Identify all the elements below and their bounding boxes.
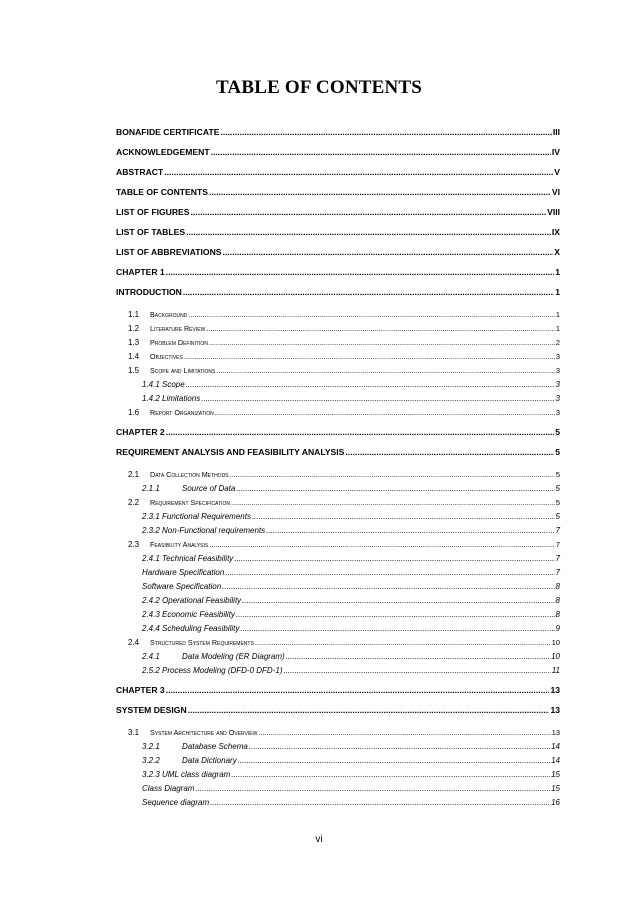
toc-entry xyxy=(142,392,560,405)
dot-leader xyxy=(191,206,547,219)
toc-entry-title xyxy=(142,650,285,663)
toc-entry xyxy=(116,246,560,259)
toc-entry-label: Report Organization xyxy=(150,408,214,417)
toc-entry-title xyxy=(142,664,282,677)
dot-leader xyxy=(183,286,554,299)
toc-entry xyxy=(116,286,560,299)
toc-entry-page: 15 xyxy=(551,784,560,793)
toc-entry-page: 5 xyxy=(555,470,560,479)
toc-entry-label: 2.4.2 Operational Feasibility xyxy=(142,596,242,605)
toc-entry-label: LIST OF FIGURES xyxy=(116,207,190,217)
toc-entry-label: Objectives xyxy=(150,352,183,361)
toc-entry-page: 1 xyxy=(555,310,560,319)
toc-entry-label: 1.4.2 Limitations xyxy=(142,394,201,403)
toc-entry xyxy=(116,186,560,199)
dot-leader xyxy=(166,266,555,279)
toc-entry-page: IV xyxy=(551,147,560,157)
toc-entry xyxy=(116,426,560,439)
dot-leader xyxy=(283,664,550,677)
dot-leader xyxy=(286,650,550,663)
toc-entry-page: 10 xyxy=(551,638,560,647)
toc-entry-page: 5 xyxy=(555,447,560,457)
toc-entry xyxy=(142,608,560,621)
dot-leader xyxy=(166,684,550,697)
toc-entry-number: 2.1.1 xyxy=(142,484,160,493)
dot-leader xyxy=(164,166,553,179)
toc-entry-page: 5 xyxy=(555,512,560,521)
toc-entry xyxy=(142,580,560,593)
toc-entry-label: 2.3.1 Functional Requirements xyxy=(142,512,251,521)
toc-entry-title xyxy=(142,796,209,809)
toc-entry-title xyxy=(128,308,187,321)
toc-entry-page: 5 xyxy=(555,427,560,437)
toc-entry-number: 2.4.1 xyxy=(142,652,160,661)
toc-entry-title xyxy=(142,594,241,607)
toc-entry-page: 7 xyxy=(555,554,560,563)
toc-entry-title xyxy=(142,768,230,781)
toc-entry-label: CHAPTER 1 xyxy=(116,267,165,277)
toc-entry xyxy=(128,364,560,377)
toc-entry-number: 1.5 xyxy=(128,366,140,375)
toc-entry-page: 5 xyxy=(555,484,560,493)
toc-entry-label: TABLE OF CONTENTS xyxy=(116,187,208,197)
toc-entry-page: 13 xyxy=(551,728,560,737)
dot-leader xyxy=(238,754,550,767)
toc-entry-title xyxy=(128,636,254,649)
toc-entry-label: Class Diagram xyxy=(142,784,195,793)
dot-leader xyxy=(223,246,554,259)
toc-entry-label: 1.4.1 Scope xyxy=(142,380,185,389)
dot-leader xyxy=(195,782,550,795)
toc-entry xyxy=(142,650,560,663)
toc-entry xyxy=(128,350,560,363)
toc-entry-label: 2.5.2 Process Modeling (DFD-0 DFD-1) xyxy=(142,666,283,675)
toc-entry xyxy=(142,510,560,523)
toc-entry-page: X xyxy=(554,247,560,257)
toc-entry-page: 8 xyxy=(555,610,560,619)
dot-leader xyxy=(210,796,550,809)
toc-entry xyxy=(116,704,560,717)
toc-entry-page: 2 xyxy=(555,338,560,347)
dot-leader xyxy=(209,186,551,199)
toc-entry-title xyxy=(116,266,165,279)
toc-entry-title xyxy=(142,510,251,523)
toc-entry-title xyxy=(142,524,265,537)
toc-entry-label: ABSTRACT xyxy=(116,167,164,177)
toc-entry-title xyxy=(116,166,163,179)
toc-entry-number: 2.2 xyxy=(128,498,140,507)
toc-entry-title xyxy=(142,378,185,391)
toc-entry-label: Structured System Requirements xyxy=(150,638,254,647)
toc-entry-page: 3 xyxy=(555,380,560,389)
toc-entry-number: 1.4 xyxy=(128,352,140,361)
toc-entry-title xyxy=(142,392,200,405)
toc-entry-label: Database Schema xyxy=(182,742,248,751)
toc-entry xyxy=(142,740,560,753)
toc-entry xyxy=(116,684,560,697)
dot-leader xyxy=(216,364,554,377)
toc-entry-label: Background xyxy=(150,310,188,319)
toc-entry-label: CHAPTER 2 xyxy=(116,427,165,437)
toc-entry-number: 3.2.2 xyxy=(142,756,160,765)
toc-entry xyxy=(128,496,560,509)
toc-entry xyxy=(116,146,560,159)
toc-entry-title xyxy=(116,246,222,259)
dot-leader xyxy=(225,566,554,579)
toc-entry-label: INTRODUCTION xyxy=(116,287,182,297)
toc-entry xyxy=(116,126,560,139)
toc-entry-label: Data Dictionary xyxy=(182,756,237,765)
toc-entry xyxy=(116,446,560,459)
toc-entry-number: 1.3 xyxy=(128,338,140,347)
toc-entry-label: LIST OF ABBREVIATIONS xyxy=(116,247,222,257)
toc-entry-label: Feasibility Analysis xyxy=(150,540,209,549)
toc-entry-label: Hardware Specification xyxy=(142,568,225,577)
toc-entry xyxy=(128,336,560,349)
toc-entry-title xyxy=(116,286,182,299)
toc-entry-page: 3 xyxy=(555,408,560,417)
toc-entry-number: 1.6 xyxy=(128,408,140,417)
toc-entry-label: LIST OF TABLES xyxy=(116,227,186,237)
toc-entry-label: 3.2.3 UML class diagram xyxy=(142,770,231,779)
dot-leader xyxy=(206,322,555,335)
toc-entry xyxy=(116,226,560,239)
toc-entry-page: 10 xyxy=(551,652,560,661)
dot-leader xyxy=(345,446,554,459)
toc-entry-page: 7 xyxy=(555,526,560,535)
dot-leader xyxy=(188,704,550,717)
toc-entry-label: 2.3.2 Non-Functional requirements xyxy=(142,526,266,535)
toc-entry-label: Software Specification xyxy=(142,582,222,591)
dot-leader xyxy=(236,482,554,495)
toc-entry-title xyxy=(128,336,208,349)
toc-entry-label: 2.4.3 Economic Feasibility xyxy=(142,610,235,619)
toc-entry-page: 1 xyxy=(555,324,560,333)
dot-leader xyxy=(231,768,550,781)
toc-entry xyxy=(142,664,560,677)
toc-entry-page: 9 xyxy=(555,624,560,633)
dot-leader xyxy=(201,392,554,405)
toc-entry xyxy=(142,782,560,795)
toc-entry-number: 1.1 xyxy=(128,310,140,319)
dot-leader xyxy=(184,350,555,363)
toc-entry-label: ACKNOWLEDGEMENT xyxy=(116,147,210,157)
toc-entry-page: 3 xyxy=(555,352,560,361)
dot-leader xyxy=(186,378,555,391)
toc-entry-title xyxy=(116,206,190,219)
toc-entry-page: VIII xyxy=(547,207,560,217)
toc-entry xyxy=(142,754,560,767)
toc-entry-title xyxy=(128,726,257,739)
toc-entry xyxy=(128,726,560,739)
toc-entry-title xyxy=(128,406,214,419)
toc-entry-title xyxy=(128,322,205,335)
dot-leader xyxy=(266,524,554,537)
dot-leader xyxy=(209,336,555,349)
toc-entry-number: 3.2.1 xyxy=(142,742,160,751)
toc-entry-title xyxy=(142,608,235,621)
toc-entry-page: V xyxy=(554,167,560,177)
toc-entry xyxy=(142,566,560,579)
dot-leader xyxy=(252,510,555,523)
toc-entry-page: IX xyxy=(551,227,560,237)
toc-entry-page: 1 xyxy=(555,287,560,297)
toc-entry-title xyxy=(116,704,187,717)
toc-entry-page: 7 xyxy=(555,540,560,549)
toc-entry-title xyxy=(142,580,221,593)
toc-entry-title xyxy=(116,226,185,239)
toc-entry xyxy=(142,482,560,495)
toc-entry-number: 2.3 xyxy=(128,540,140,549)
toc-entry-title xyxy=(116,684,165,697)
toc-entry-label: BONAFIDE CERTIFICATE xyxy=(116,127,220,137)
toc-entry-label: Source of Data xyxy=(182,484,236,493)
toc-entry xyxy=(142,594,560,607)
toc-entry xyxy=(142,622,560,635)
toc-entry-label: Data Modeling (ER Diagram) xyxy=(182,652,285,661)
toc-entry xyxy=(116,266,560,279)
toc-entry-number: 1.2 xyxy=(128,324,140,333)
toc-entry-title xyxy=(128,468,229,481)
toc-entry-title xyxy=(116,186,208,199)
toc-entry-title xyxy=(142,552,233,565)
toc-entry-page: III xyxy=(552,127,560,137)
toc-entry-label: Requirement Specification xyxy=(150,498,230,507)
toc-entry-label: CHAPTER 3 xyxy=(116,685,165,695)
toc-entry xyxy=(128,308,560,321)
dot-leader xyxy=(166,426,555,439)
toc-entry-title xyxy=(142,566,224,579)
toc-entry-page: 8 xyxy=(555,582,560,591)
toc-entry-number: 2.1 xyxy=(128,470,140,479)
toc-entry-title xyxy=(128,496,230,509)
toc-entry xyxy=(128,636,560,649)
dot-leader xyxy=(188,308,555,321)
toc-entry-page: 5 xyxy=(555,498,560,507)
page-title: TABLE OF CONTENTS xyxy=(215,77,423,98)
dot-leader xyxy=(209,538,555,551)
dot-leader xyxy=(211,146,551,159)
toc-entry xyxy=(116,206,560,219)
toc-entry xyxy=(142,552,560,565)
toc-entry-page: 15 xyxy=(551,770,560,779)
toc-entry-page: 13 xyxy=(550,685,560,695)
toc-entry xyxy=(116,166,560,179)
toc-entry-label: 2.4.4 Scheduling Feasibility xyxy=(142,624,240,633)
toc-entry-page: 14 xyxy=(551,742,560,751)
toc-entry-title xyxy=(128,364,215,377)
toc-entry xyxy=(142,378,560,391)
toc-entry-number: 2.4 xyxy=(128,638,140,647)
toc-entry-title xyxy=(128,538,208,551)
toc-entry-page: 13 xyxy=(550,705,560,715)
toc-entry-title xyxy=(142,782,194,795)
toc-entry-label: Sequence diagram xyxy=(142,798,210,807)
dot-leader xyxy=(230,468,555,481)
toc-entry-label: Scope and Limitations xyxy=(150,366,216,375)
toc-entry-title xyxy=(116,146,210,159)
dot-leader xyxy=(242,594,554,607)
toc-entry-label: Problem Definition xyxy=(150,338,208,347)
toc-entry-label: Literature Review xyxy=(150,324,206,333)
toc-entry-page: 11 xyxy=(551,666,560,675)
toc-entry-page: 1 xyxy=(555,267,560,277)
toc-entry-page: 7 xyxy=(555,568,560,577)
toc-entry-label: System Architecture and Overview xyxy=(150,728,258,737)
dot-leader xyxy=(249,740,550,753)
toc-entry-page: 3 xyxy=(555,366,560,375)
toc-entry-title xyxy=(116,426,165,439)
toc-entry-title xyxy=(116,126,219,139)
dot-leader xyxy=(222,580,554,593)
toc-entry-title xyxy=(116,446,344,459)
dot-leader xyxy=(231,496,555,509)
dot-leader xyxy=(220,126,551,139)
toc-entry-title xyxy=(142,482,235,495)
dot-leader xyxy=(215,406,555,419)
toc-entry-title xyxy=(142,740,248,753)
page-number: vi xyxy=(315,834,323,845)
toc-entry xyxy=(142,796,560,809)
toc-entry-label: 2.4.1 Technical Feasibility xyxy=(142,554,234,563)
toc-entry xyxy=(128,538,560,551)
toc-entry xyxy=(128,406,560,419)
toc-entry-page: 14 xyxy=(551,756,560,765)
toc-entry-title xyxy=(128,350,183,363)
toc-entry xyxy=(142,768,560,781)
toc-entry xyxy=(128,468,560,481)
toc-entry-page: 8 xyxy=(555,596,560,605)
toc-entry-label: Data Collection Methods xyxy=(150,470,229,479)
toc-entry xyxy=(142,524,560,537)
toc-entry-number: 3.1 xyxy=(128,728,140,737)
dot-leader xyxy=(258,726,550,739)
toc-entry-label: REQUIREMENT ANALYSIS AND FEASIBILITY ANALYSIS xyxy=(116,447,345,457)
dot-leader xyxy=(255,636,551,649)
toc-entry-label: SYSTEM DESIGN xyxy=(116,705,187,715)
dot-leader xyxy=(186,226,551,239)
toc-entry-page: 16 xyxy=(551,798,560,807)
toc-entry-title xyxy=(142,754,237,767)
dot-leader xyxy=(236,608,555,621)
dot-leader xyxy=(240,622,554,635)
toc-entry xyxy=(128,322,560,335)
toc-entry-page: 3 xyxy=(555,394,560,403)
toc-entry-title xyxy=(142,622,239,635)
toc-entry-page: VI xyxy=(551,187,560,197)
dot-leader xyxy=(234,552,554,565)
